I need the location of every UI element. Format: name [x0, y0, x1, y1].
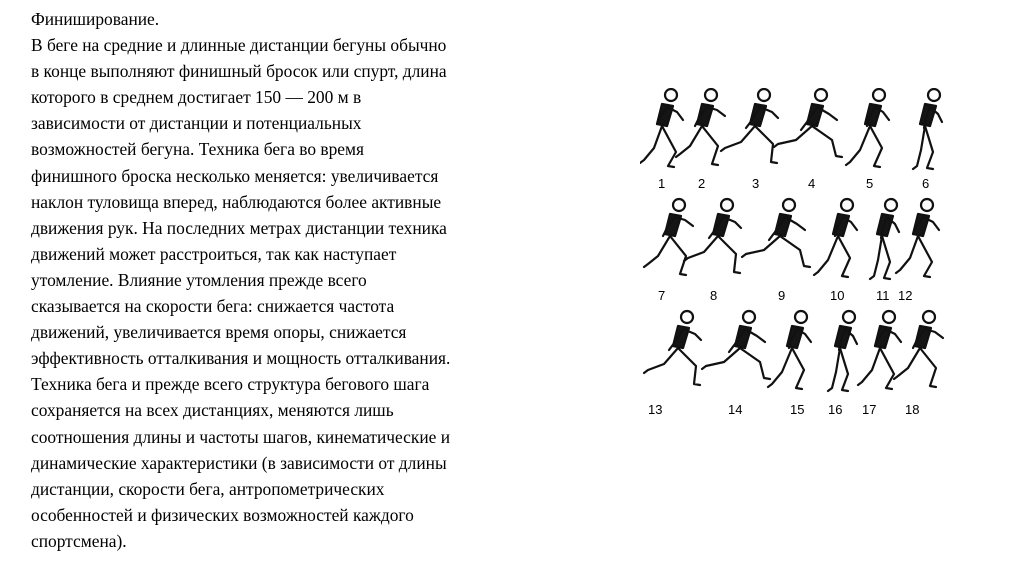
text-line: Финиширование.	[31, 9, 160, 29]
runner-figure	[768, 311, 811, 389]
runner-figure	[828, 311, 857, 391]
runner-figure	[742, 199, 810, 267]
text-line: сказывается на скорости бега: снижается частота	[31, 296, 395, 317]
text-line: Техника бега и прежде всего структура бегового шага	[31, 374, 430, 395]
text-line: возможностей бегуна. Техника бега во время	[31, 139, 365, 160]
text-line: динамические характеристики (в зависимости от длины	[31, 452, 447, 473]
frame-number: 12	[898, 288, 913, 303]
frame-number: 9	[778, 288, 786, 303]
runner-figure	[721, 89, 778, 163]
frame-number: 10	[830, 288, 845, 303]
runner-figure	[644, 311, 701, 385]
frame-number: 5	[866, 176, 874, 191]
text-line: В беге на средние и длинные дистанции бегуны обычно	[31, 35, 447, 56]
frame-number: 8	[710, 288, 718, 303]
text-line: движений может расстроиться, так как наступает	[31, 243, 397, 264]
runner-figure	[676, 89, 725, 165]
text-line: особенностей и физических возможностей каждого	[31, 504, 414, 525]
frame-number: 14	[728, 402, 743, 417]
frame-number: 6	[922, 176, 930, 191]
frame-number: 17	[862, 402, 877, 417]
frame-number: 18	[905, 402, 920, 417]
frame-number: 7	[658, 288, 666, 303]
text-line: утомление. Влияние утомления прежде всего	[31, 269, 367, 290]
frame-number: 1	[658, 176, 666, 191]
runner-figure	[846, 89, 889, 167]
body-text	[31, 6, 556, 554]
runner-figure	[814, 199, 857, 277]
text-line: эффективность отталкивания и мощность отталкивания.	[31, 348, 451, 369]
runner-figure	[644, 199, 693, 275]
text-line: зависимости от дистанции и потенциальных	[31, 113, 362, 134]
runner-figure	[684, 199, 741, 273]
text-line: движения рук. На последних метрах дистанции техника	[31, 217, 447, 238]
runner-figure	[774, 89, 842, 157]
text-line: финишного броска несколько меняется: увеличивается	[31, 165, 439, 186]
frame-number: 2	[698, 176, 706, 191]
runner-figure	[896, 199, 939, 277]
runner-figure	[894, 311, 943, 387]
frame-number: 11	[876, 288, 890, 303]
text-line: дистанции, скорости бега, антропометрических	[31, 478, 385, 499]
frame-number: 4	[808, 176, 816, 191]
frame-number: 3	[752, 176, 760, 191]
text-line: соотношения длины и частоты шагов, кинематические и	[31, 426, 451, 447]
text-line: движений, увеличивается время опоры, снижается	[31, 322, 407, 343]
runner-figure	[913, 89, 942, 169]
frame-number: 15	[790, 402, 805, 417]
text-line: в конце выполняют финишный бросок или спурт, длина	[31, 61, 447, 82]
runner-figure	[702, 311, 770, 379]
text-line: наклон туловища вперед, наблюдаются более активные	[31, 191, 442, 212]
runner-figure	[870, 199, 899, 279]
text-line: сохраняется на всех дистанциях, меняются лишь	[31, 400, 394, 421]
running-phases-figure	[640, 88, 960, 428]
frame-number: 13	[648, 402, 663, 417]
text-line: спортсмена).	[31, 530, 127, 551]
text-line: которого в среднем достигает 150 — 200 м в	[31, 87, 362, 108]
frame-number: 16	[828, 402, 843, 417]
runners-illustration	[640, 88, 960, 428]
